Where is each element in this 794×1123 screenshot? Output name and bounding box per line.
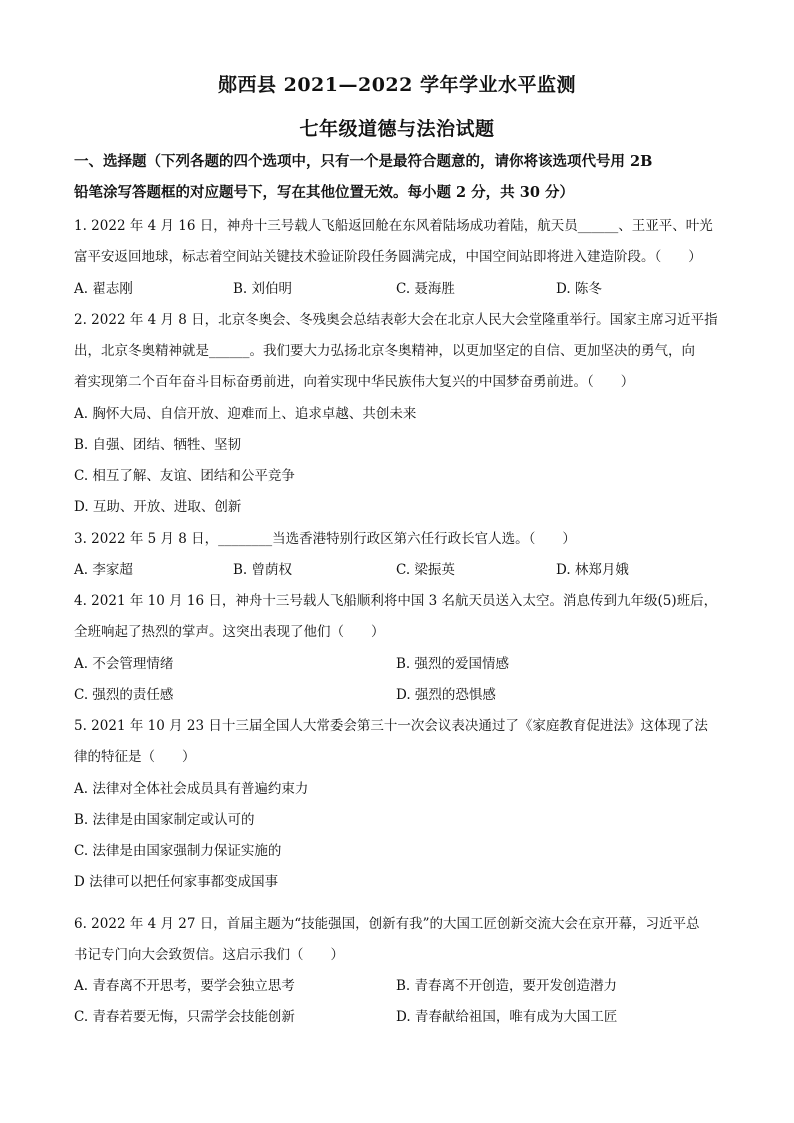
question-3-option-c: C. 梁振英 [396, 562, 455, 578]
question-1-option-a: A. 翟志刚 [74, 281, 133, 297]
question-4-option-d: D. 强烈的恐惧感 [396, 687, 496, 703]
question-4-option-b: B. 强烈的爱国情感 [396, 656, 510, 672]
question-3-option-b: B. 曾荫权 [233, 562, 293, 578]
question-2-option-c: C. 相互了解、友谊、团结和公平竞争 [74, 468, 295, 484]
question-2-option-b: B. 自强、团结、牺牲、坚韧 [74, 437, 242, 453]
question-2-option-d: D. 互助、开放、进取、创新 [74, 499, 242, 515]
question-3-option-d: D. 林郑月娥 [556, 562, 629, 578]
question-2-line1: 2. 2022 年 4 月 8 日，北京冬奥会、冬残奥会总结表彰大会在北京人民大会堂隆重举行。国家主席习近平指 [74, 312, 718, 328]
question-1-option-d: D. 陈冬 [556, 281, 602, 297]
question-6-option-b: B. 青春离不开创造，要开发创造潜力 [396, 978, 618, 994]
question-2-option-a: A. 胸怀大局、自信开放、迎难而上、追求卓越、共创未来 [74, 406, 417, 422]
question-6-option-a: A. 青春离不开思考，要学会独立思考 [74, 978, 295, 994]
question-6-option-d: D. 青春献给祖国，唯有成为大国工匠 [396, 1009, 618, 1025]
question-5-option-a: A. 法律对全体社会成员具有普遍约束力 [74, 781, 309, 797]
question-3-option-a: A. 李家超 [74, 562, 133, 578]
question-5-line1: 5. 2021 年 10 月 23 日十三届全国人大常委会第三十一次会议表决通过了《家庭教育促进法》这体现了法 [74, 718, 708, 734]
section-heading-line1: 一、选择题（下列各题的四个选项中，只有一个是最符合题意的，请你将该选项代号用 2B [74, 153, 653, 170]
question-5-option-b: B. 法律是由国家制定或认可的 [74, 812, 255, 828]
question-4-line1: 4. 2021 年 10 月 16 日，神舟十三号载人飞船顺利将中国 3 名航天员送入太空。消息传到九年级(5)班后， [74, 593, 718, 609]
question-2-line3: 着实现第二个百年奋斗目标奋勇前进，向着实现中华民族伟大复兴的中国梦奋勇前进。（ ） [74, 374, 635, 390]
question-1-line2: 富平安返回地球，标志着空间站关键技术验证阶段任务圆满完成，中国空间站即将进入建造阶段。（ ） [74, 249, 702, 265]
question-6-line2: 书记专门向大会致贺信。这启示我们（ ） [74, 947, 344, 963]
question-4-option-c: C. 强烈的责任感 [74, 687, 174, 703]
question-5-line2: 律的特征是（ ） [74, 749, 196, 765]
question-6-option-c: C. 青春若要无悔，只需学会技能创新 [74, 1009, 295, 1025]
exam-title: 郧西县 2021—2022 学年学业水平监测 [218, 74, 576, 96]
question-5-option-d: D 法律可以把任何家事都变成国事 [74, 874, 279, 890]
question-3-line1: 3. 2022 年 5 月 8 日，________当选香港特别行政区第六任行政长官人选。（ ） [74, 531, 576, 547]
exam-subtitle: 七年级道德与法治试题 [299, 118, 495, 140]
question-6-line1: 6. 2022 年 4 月 27 日，首届主题为“技能强国，创新有我”的大国工匠创新交流大会在京开幕，习近平总 [74, 916, 700, 932]
section-heading-line2: 铅笔涂写答题框的对应题号下，写在其他位置无效。每小题 2 分，共 30 分） [74, 184, 574, 201]
question-4-option-a: A. 不会管理情绪 [74, 656, 174, 672]
question-4-line2: 全班响起了热烈的掌声。这突出表现了他们（ ） [74, 624, 385, 640]
question-5-option-c: C. 法律是由国家强制力保证实施的 [74, 843, 282, 859]
question-1-option-c: C. 聂海胜 [396, 281, 455, 297]
question-1-line1: 1. 2022 年 4 月 16 日，神舟十三号载人飞船返回舱在东风着陆场成功着陆，航天员______、王亚平、叶光 [74, 218, 713, 234]
question-1-option-b: B. 刘伯明 [233, 281, 293, 297]
question-2-line2: 出，北京冬奥精神就是______。我们要大力弘扬北京冬奥精神，以更加坚定的自信、更加坚决的勇气，向 [74, 343, 695, 359]
